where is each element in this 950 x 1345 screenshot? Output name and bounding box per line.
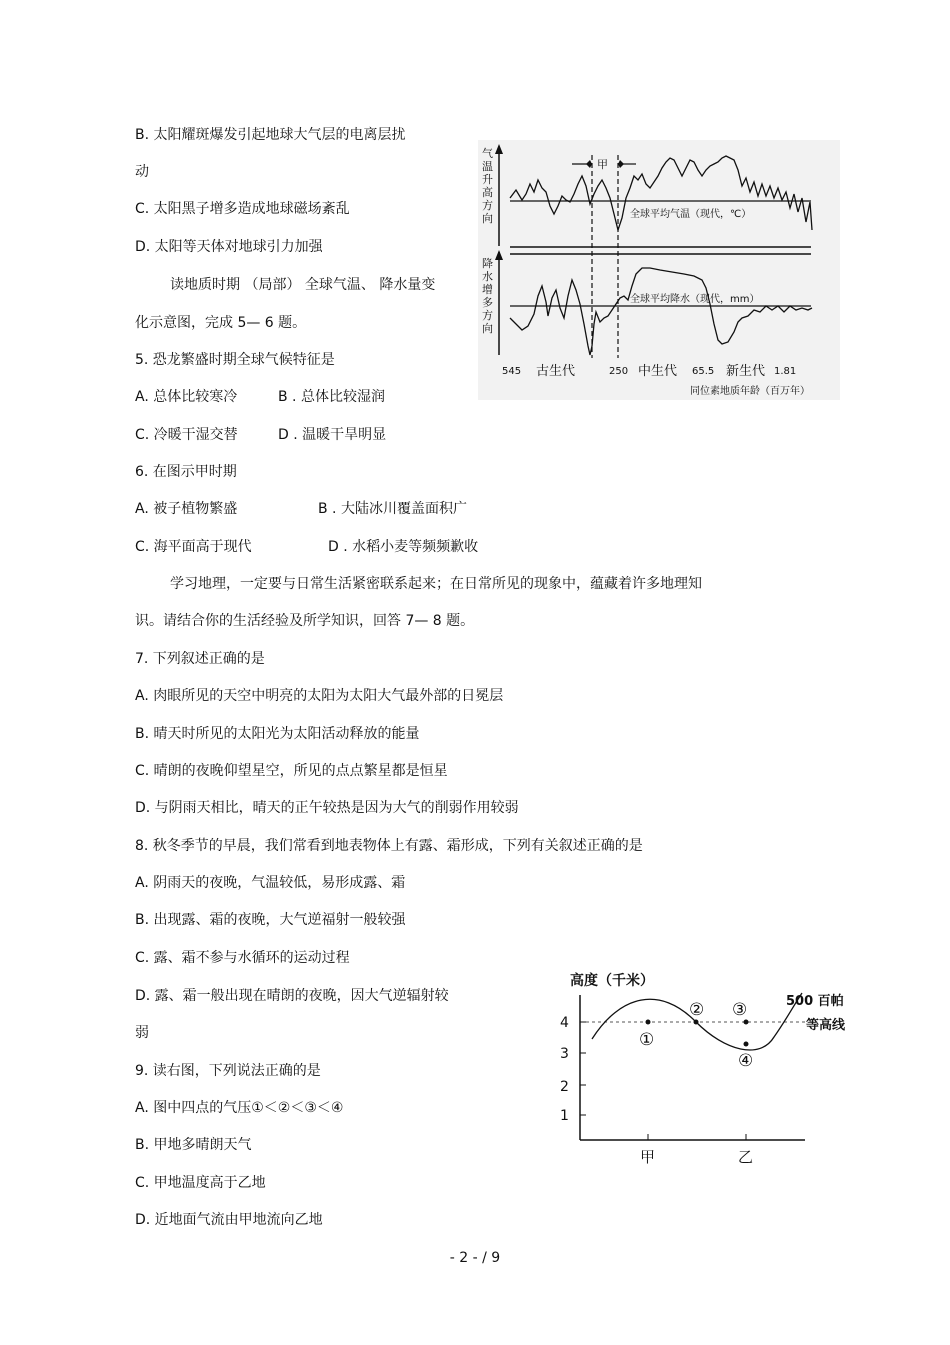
intro-7-8: 学习地理，一定要与日常生活紧密联系起来；在日常所见的现象中，蕴藏着许多地理知: [170, 576, 702, 592]
x-axis-label: 同位素地质年龄（百万年）: [690, 386, 810, 397]
tick-545: 545: [502, 366, 522, 377]
rain-reference-label: 全球平均降水（现代，mm）: [630, 294, 760, 305]
tick-65-5: 65.5: [692, 366, 715, 377]
temp-reference-label: 全球平均气温（现代，℃）: [630, 209, 752, 220]
point-2-dot: [694, 1020, 699, 1025]
rain-axis-char-3: 增: [482, 283, 493, 296]
q8-option-b: B. 出现露、霜的夜晚，大气逆福射一般较强: [135, 912, 406, 928]
tick-1-81: 1.81: [774, 366, 797, 377]
era-cenozoic: 新生代: [726, 364, 766, 379]
q6-option-c: C. 海平面高于现代: [135, 539, 252, 555]
ytick-3: 3: [560, 1046, 569, 1062]
era-paleozoic: 古生代: [536, 364, 576, 379]
q7-option-a: A. 肉眼所见的天空中明亮的太阳为太阳大气最外部的日冕层: [135, 688, 504, 704]
temp-axis-char-2: 温: [482, 160, 493, 173]
q9-stem: 9. 读右图，下列说法正确的是: [135, 1063, 321, 1079]
contour-label-isoline: 等高线: [806, 1018, 846, 1033]
page-number: - 2 - / 9: [449, 1250, 501, 1266]
q7-stem: 7. 下列叙述正确的是: [135, 651, 265, 667]
point-2-label: ②: [689, 1000, 705, 1020]
q6-option-d: D . 水稻小麦等频频歉收: [328, 539, 479, 555]
temp-axis-char-4: 高: [482, 186, 493, 199]
intro-5-6-cont: 化示意图，完成 5— 6 题。: [135, 315, 307, 331]
q8-option-d-cont: 弱: [135, 1025, 149, 1041]
ytick-1: 1: [560, 1108, 569, 1124]
q9-option-b: B. 甲地多晴朗天气: [135, 1137, 252, 1153]
q7-option-d: D. 与阴雨天相比，晴天的正午较热是因为大气的削弱作用较弱: [135, 800, 519, 816]
point-3-label: ③: [732, 1000, 748, 1020]
geologic-climate-figure: [478, 140, 840, 400]
q4-option-b: B. 太阳耀斑爆发引起地球大气层的电离层扰: [135, 127, 406, 143]
point-3-dot: [744, 1020, 749, 1025]
point-4-dot: [744, 1042, 749, 1047]
q9-option-d: D. 近地面气流由甲地流向乙地: [135, 1212, 323, 1228]
q4-option-c: C. 太阳黑子增多造成地球磁场紊乱: [135, 201, 350, 217]
temp-axis-char-1: 气: [482, 147, 493, 160]
jia-label: 甲: [597, 158, 608, 171]
q4-option-b-cont: 动: [135, 164, 149, 180]
q5-option-d: D . 温暖干旱明显: [278, 427, 387, 443]
pressure-contour-figure: [560, 965, 870, 1170]
temp-axis-char-6: 向: [482, 212, 493, 225]
q5-option-a: A. 总体比较寒冷: [135, 389, 238, 405]
place-yi: 乙: [738, 1148, 754, 1166]
rain-axis-char-4: 多: [482, 296, 493, 309]
q9-option-a: A. 图中四点的气压①＜②＜③＜④: [135, 1100, 344, 1116]
rain-axis-char-1: 降: [482, 257, 493, 270]
temp-axis-char-3: 升: [482, 173, 493, 186]
ytick-2: 2: [560, 1079, 569, 1095]
q8-option-a: A. 阴雨天的夜晚，气温较低，易形成露、霜: [135, 875, 406, 891]
q7-option-b: B. 晴天时所见的太阳光为太阳活动释放的能量: [135, 726, 420, 742]
contour-label-500hpa: 500 百帕: [786, 994, 844, 1009]
ytick-4: 4: [560, 1015, 569, 1031]
q6-option-a: A. 被子植物繁盛: [135, 501, 238, 517]
rain-axis-char-6: 向: [482, 322, 493, 335]
intro-7-8-cont: 识。请结合你的生活经验及所学知识，回答 7— 8 题。: [135, 613, 475, 629]
q7-option-c: C. 晴朗的夜晚仰望星空，所见的点点繁星都是恒星: [135, 763, 448, 779]
point-1-dot: [646, 1020, 651, 1025]
temp-axis-char-5: 方: [482, 199, 493, 212]
era-mesozoic: 中生代: [638, 364, 678, 379]
q5-stem: 5. 恐龙繁盛时期全球气候特征是: [135, 352, 335, 368]
q6-option-b: B . 大陆冰川覆盖面积广: [318, 501, 467, 517]
tick-250: 250: [609, 366, 629, 377]
height-axis-label: 高度（千米）: [570, 973, 654, 989]
q8-option-c: C. 露、霜不参与水循环的运动过程: [135, 950, 350, 966]
q8-option-d: D. 露、霜一般出现在晴朗的夜晚，因大气逆辐射较: [135, 988, 449, 1004]
q4-option-d: D. 太阳等天体对地球引力加强: [135, 239, 323, 255]
point-4-label: ④: [738, 1051, 754, 1071]
rain-axis-char-2: 水: [482, 270, 493, 283]
q6-stem: 6. 在图示甲时期: [135, 464, 237, 480]
rain-axis-char-5: 方: [482, 309, 493, 322]
point-1-label: ①: [639, 1030, 655, 1050]
q8-stem: 8. 秋冬季节的早晨，我们常看到地表物体上有露、霜形成，下列有关叙述正确的是: [135, 838, 643, 854]
q5-option-c: C. 冷暖干湿交替: [135, 427, 238, 443]
q5-option-b: B . 总体比较湿润: [278, 389, 385, 405]
place-jia: 甲: [640, 1148, 656, 1166]
q9-option-c: C. 甲地温度高于乙地: [135, 1175, 266, 1191]
intro-5-6: 读地质时期 （局部） 全球气温、 降水量变: [170, 277, 436, 293]
